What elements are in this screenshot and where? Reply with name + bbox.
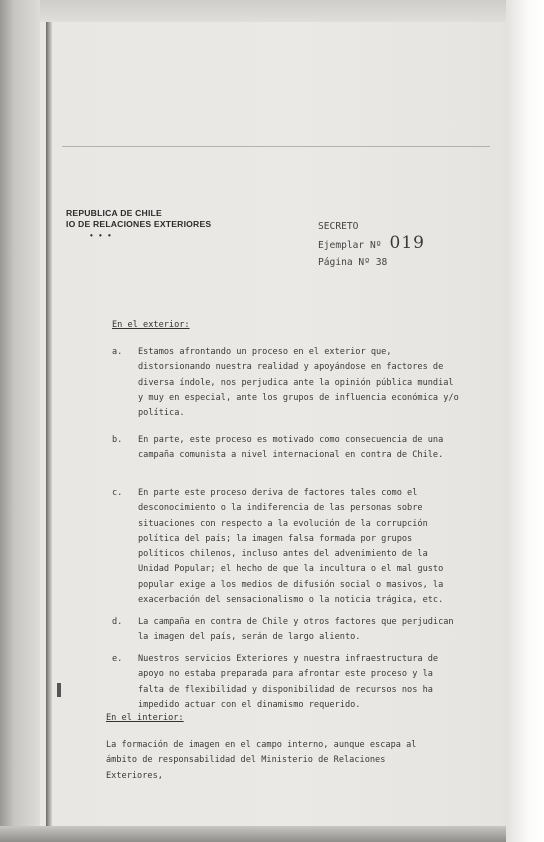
copy-label: Ejemplar Nº [318, 240, 382, 251]
letterhead-ministry: IO DE RELACIONES EXTERIORES [66, 219, 212, 229]
list-item-text: Nuestros servicios Exteriores y nuestra infraestructura de apoyo no estaba preparada para afrontar este proceso y la falta de flexibilidad y disponibilidad de recursos nos ha impedido actuar con el dinamismo requerido. [138, 654, 439, 710]
list-item [112, 345, 460, 421]
list-item-letter: a. [112, 347, 123, 357]
letterhead-dots: • • • [90, 231, 113, 240]
list-item-text: En parte este proceso deriva de factores tales como el desconocimiento o la indiferencia de las personas sobre situaciones con respecto a la evolución de la corrupción política del país; la imagen falsa formada por grupos políticos chilenos, incluso antes del advenimiento de la Unidad Popular; el hecho de que la incultura o el mal gusto popular exige a los medios de difusión social o masivos, la exacerbación del sensacionalismo o la noticia trágica, etc. [138, 488, 444, 606]
letterhead [66, 208, 211, 241]
list-item-text: La campaña en contra de Chile y otros factores que perjudican la imagen del país, serán de largo aliento. [138, 617, 454, 643]
copy-number-line [318, 235, 425, 254]
scan-top-strip [0, 0, 544, 22]
page-number: Página Nº 38 [318, 257, 388, 268]
list-item-text: En parte, este proceso es motivado como consecuencia de una campaña comunista a nivel internacional en contra de Chile. [138, 435, 444, 461]
letterhead-country: REPUBLICA DE CHILE [66, 208, 162, 218]
interior-paragraph: La formación de imagen en el campo interno, aunque escapa al ámbito de responsabilidad del Ministerio de Relaciones Exteriores, [106, 740, 417, 781]
list-item-letter: b. [112, 435, 123, 445]
list-item-text: Estamos afrontando un proceso en el exterior que, distorsionando nuestra realidad y apoyándose en factores de diversa índole, nos perjudica ante la opinión pública mundial y muy en especial, ante los grupos de influencia económica y/o política. [138, 347, 459, 419]
list-item-letter: c. [112, 488, 123, 498]
list-item-letter: e. [112, 654, 123, 664]
binder-mark [57, 683, 61, 697]
scan-right-margin [506, 0, 544, 842]
copy-number: 019 [389, 233, 425, 253]
list-item [112, 433, 460, 464]
list-item [112, 486, 460, 608]
list-item [112, 652, 460, 713]
section-heading-exterior: En el exterior: [112, 320, 190, 330]
secret-label: SECRETO [318, 221, 359, 232]
classification-block [318, 218, 425, 271]
fold-line [62, 146, 490, 147]
page-edge-shadow [46, 22, 52, 842]
section-heading-interior: En el interior: [106, 713, 184, 723]
list-item-letter: d. [112, 617, 123, 627]
binder-spine [0, 0, 40, 842]
scan-bottom-band [0, 826, 506, 842]
list-item [112, 615, 460, 646]
